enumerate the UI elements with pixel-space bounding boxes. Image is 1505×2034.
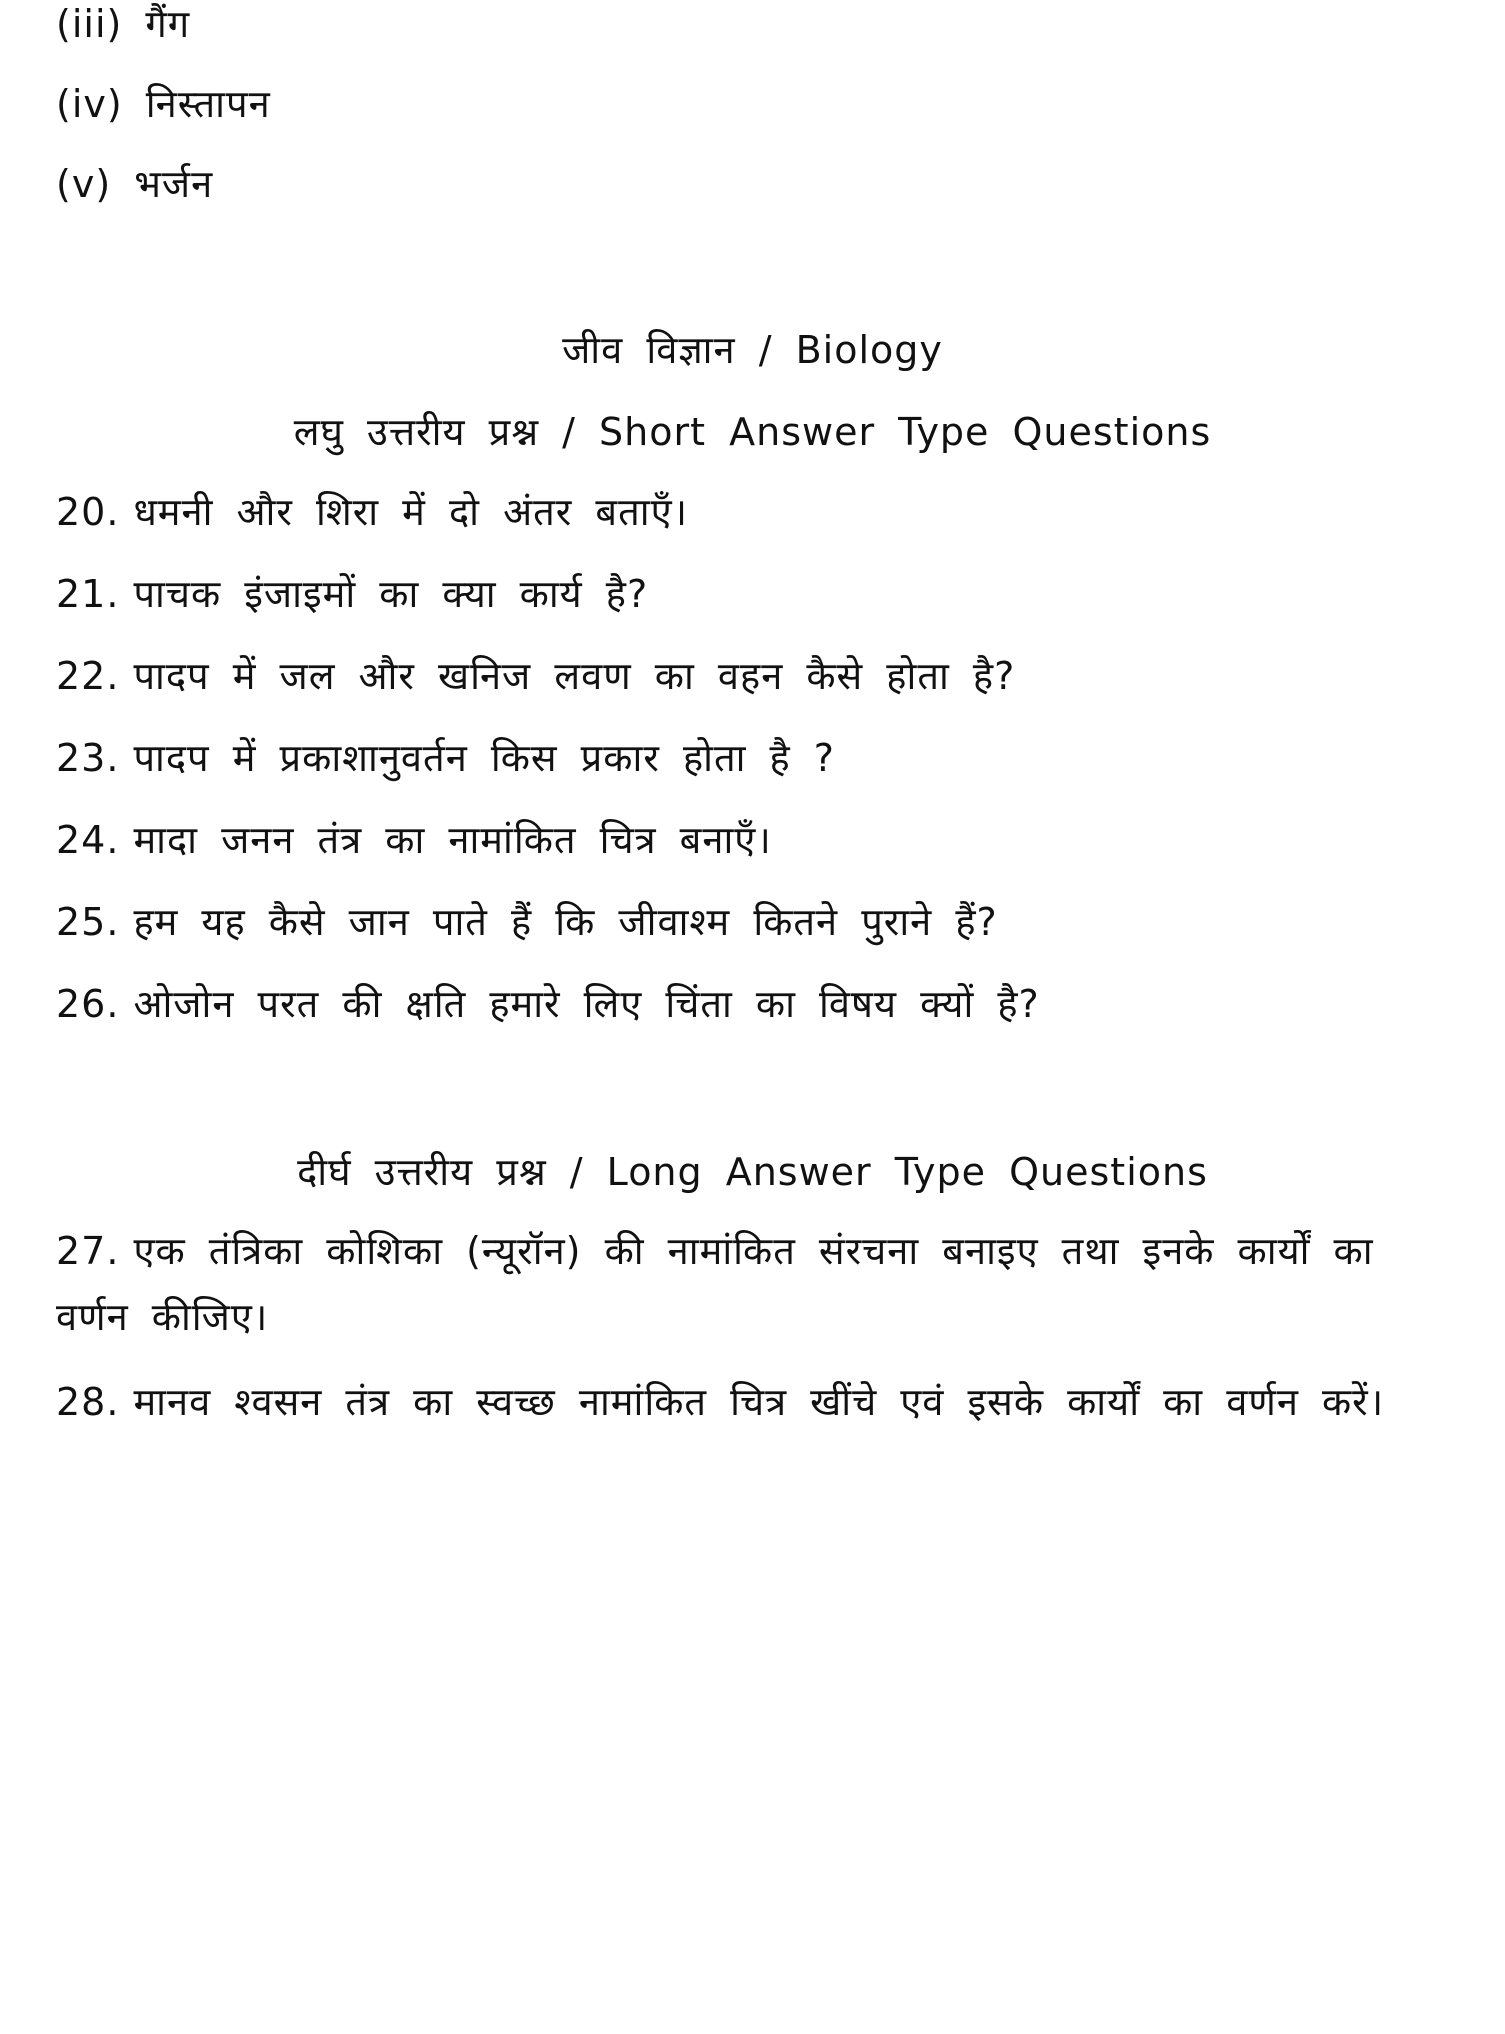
question-number: 28. (56, 1380, 120, 1424)
option-iii: (iii) गैंग (56, 2, 191, 46)
section-title: जीव विज्ञान / Biology (562, 328, 943, 372)
question-25 (56, 898, 998, 946)
question-21 (56, 570, 648, 618)
question-text: पाचक इंजाइमों का क्या कार्य है? (133, 572, 649, 616)
question-text: एक तंत्रिका कोशिका (न्यूरॉन) की नामांकित संरचना बनाइए तथा इनके कार्यों का वर्णन कीजिए। (56, 1229, 1374, 1339)
question-24 (56, 816, 772, 864)
question-number: 22. (56, 654, 120, 698)
question-text: पादप में जल और खनिज लवण का वहन कैसे होता है? (133, 654, 1016, 698)
question-27 (56, 1218, 1456, 1350)
question-text: धमनी और शिरा में दो अंतर बताएँ। (133, 490, 689, 534)
option-iv: (iv) निस्तापन (56, 82, 271, 126)
question-text: ओजोन परत की क्षति हमारे लिए चिंता का विषय क्यों है? (133, 982, 1040, 1026)
question-number: 23. (56, 736, 120, 780)
question-text: मानव श्वसन तंत्र का स्वच्छ नामांकित चित्र खींचे एवं इसके कार्यों का वर्णन करें। (133, 1380, 1385, 1424)
question-22 (56, 652, 1015, 700)
long-answer-heading: दीर्घ उत्तरीय प्रश्न / Long Answer Type Questions (297, 1150, 1208, 1194)
option-v: (v) भर्जन (56, 162, 214, 206)
short-answer-heading: लघु उत्तरीय प्रश्न / Short Answer Type Questions (293, 410, 1212, 454)
question-number: 27. (56, 1229, 120, 1273)
question-number: 25. (56, 900, 120, 944)
question-number: 20. (56, 490, 120, 534)
question-23 (56, 734, 835, 782)
question-number: 26. (56, 982, 120, 1026)
question-text: पादप में प्रकाशानुवर्तन किस प्रकार होता है ? (133, 736, 835, 780)
question-20 (56, 488, 688, 536)
question-number: 24. (56, 818, 120, 862)
question-text: मादा जनन तंत्र का नामांकित चित्र बनाएँ। (133, 818, 772, 862)
question-number: 21. (56, 572, 120, 616)
question-28 (56, 1378, 1384, 1426)
question-26 (56, 980, 1040, 1028)
question-text: हम यह कैसे जान पाते हैं कि जीवाश्म कितने पुराने हैं? (133, 900, 998, 944)
